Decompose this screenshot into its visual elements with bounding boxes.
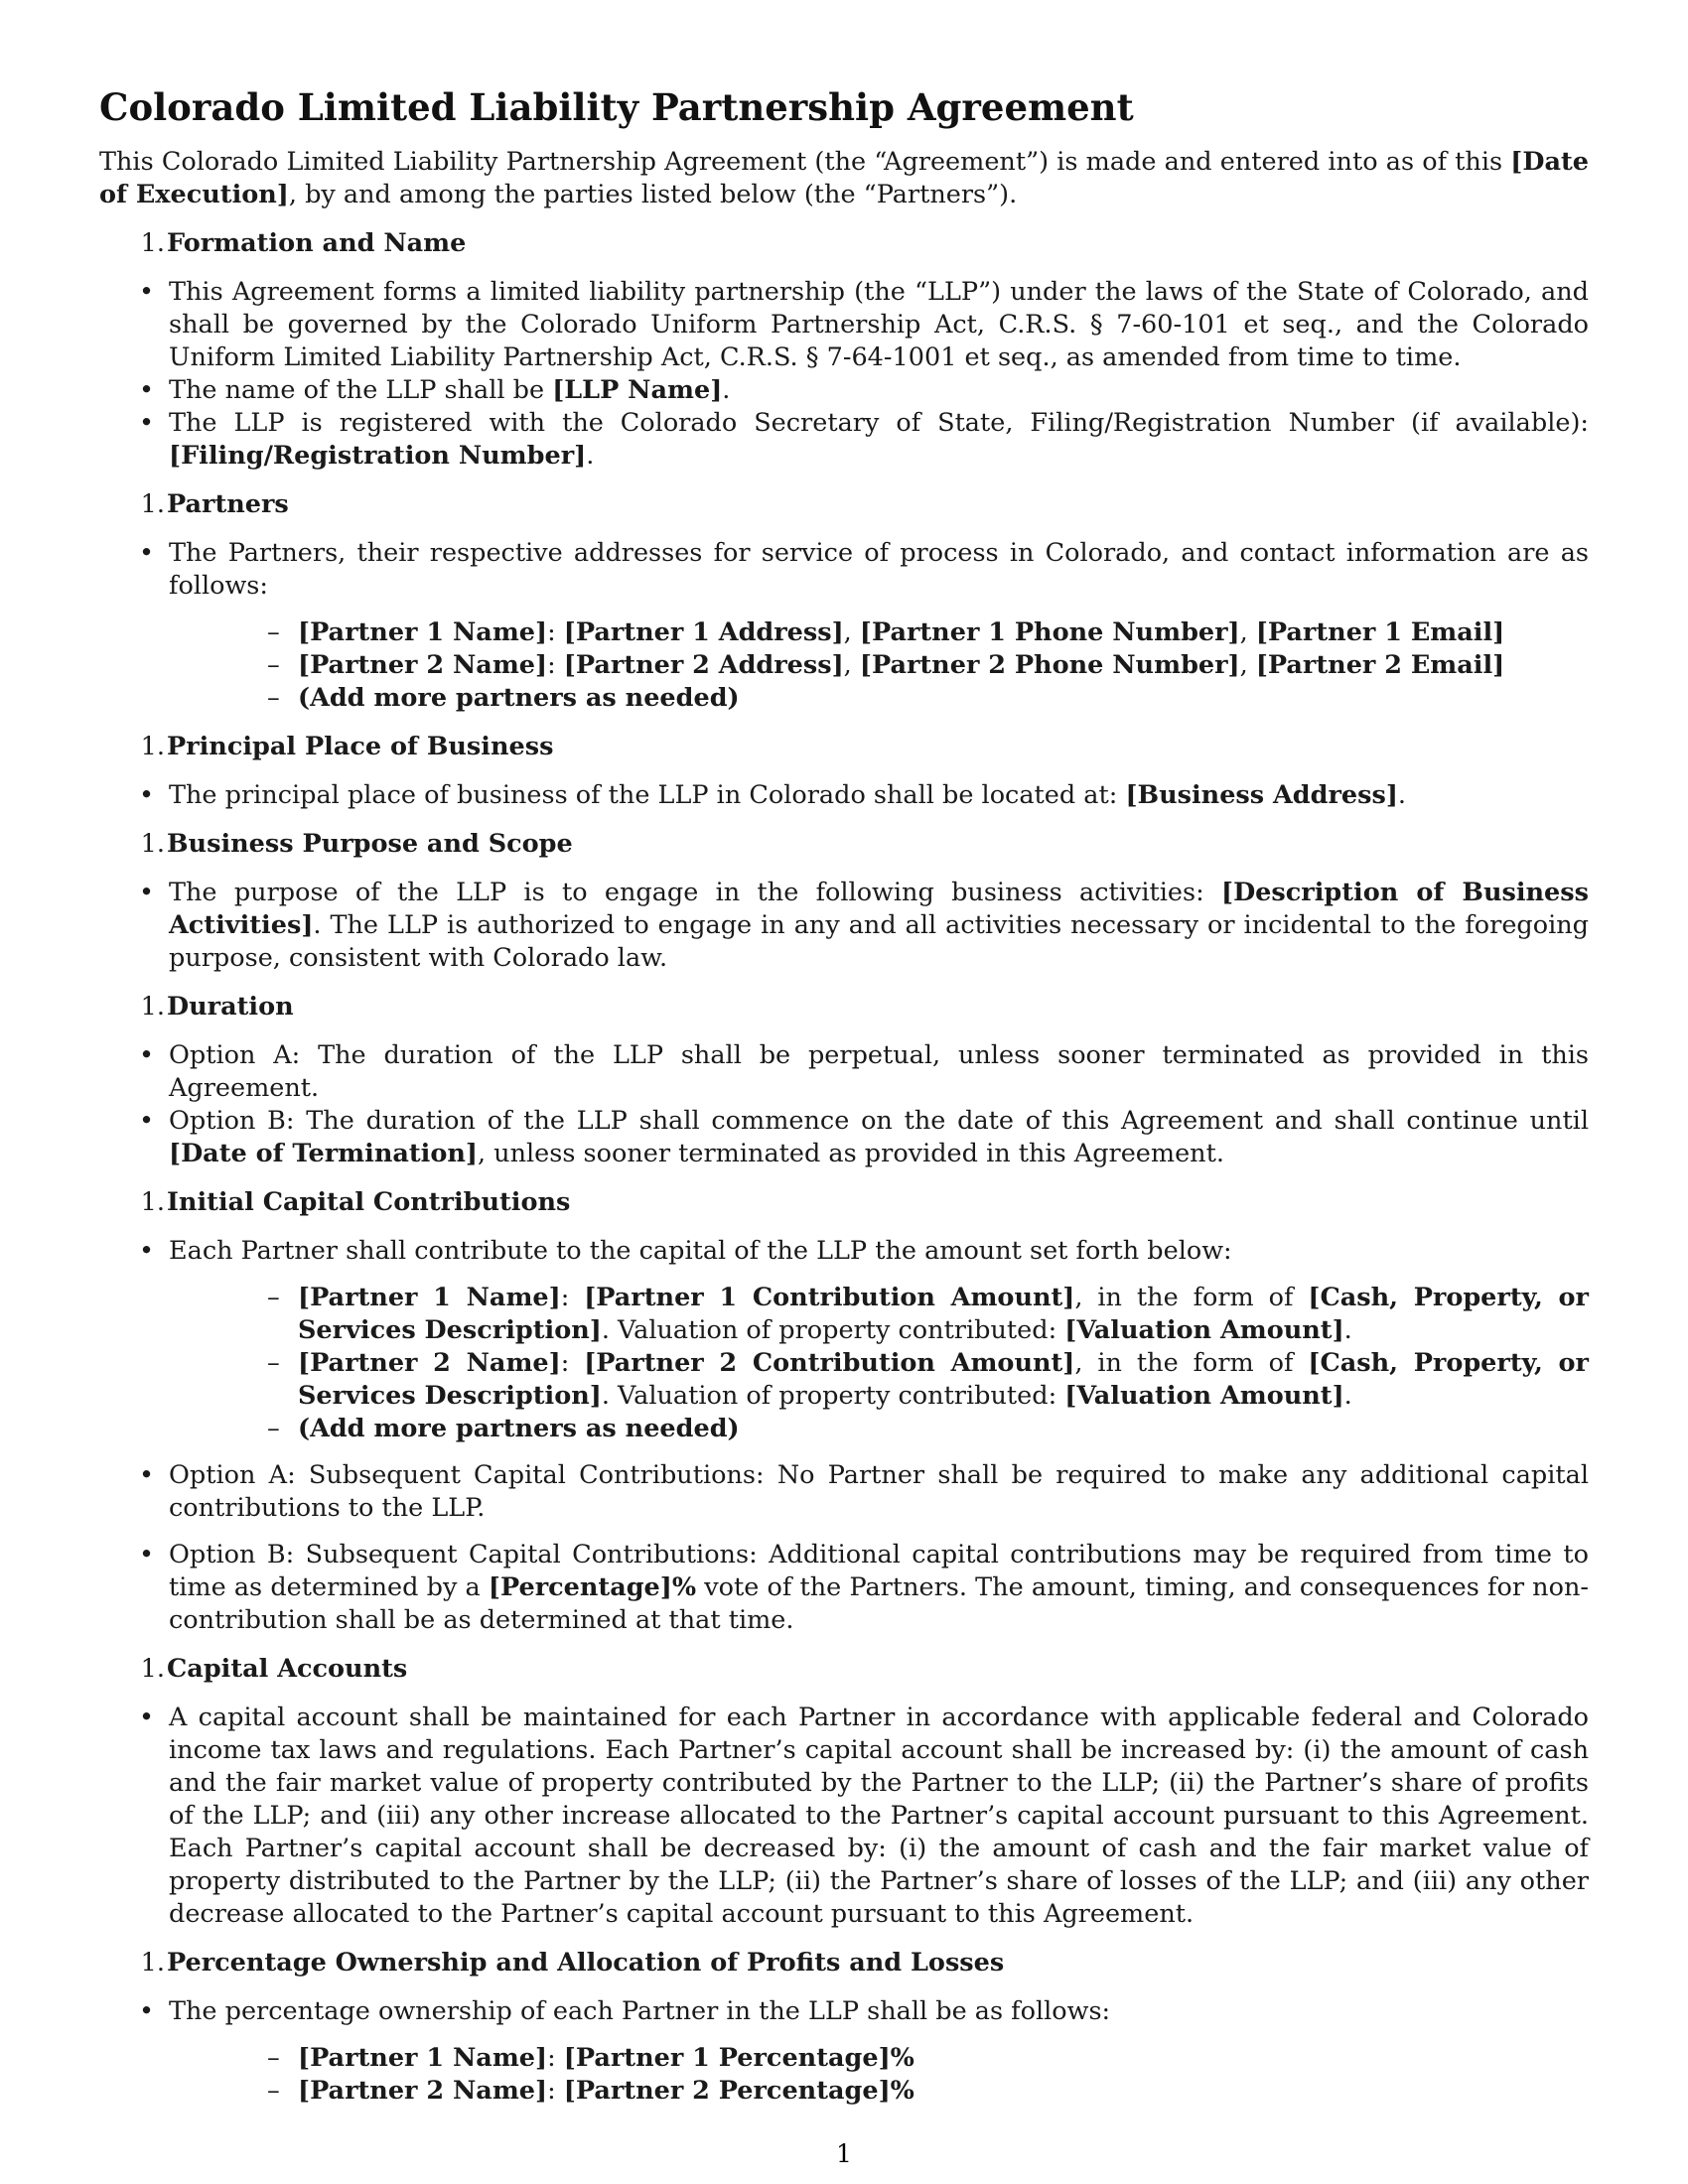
sub-list-item (169, 2075, 1589, 2108)
valuation-text: . Valuation of property contributed: (601, 1381, 1065, 1411)
sub-list-item (169, 1282, 1589, 1347)
filing-number-field: [Filing/Registration Number] (169, 441, 587, 471)
bullet-text: Option B: The duration of the LLP shall commence on the date of this Agreement and shall continue until (169, 1106, 1589, 1136)
list-item (99, 374, 1589, 407)
add-more-note: (Add more partners as needed) (298, 683, 740, 713)
intro-text-1: This Colorado Limited Liability Partnership Agreement (the “Agreement”) is made and entered into as of this (99, 147, 1511, 177)
bullet-text: The Partners, their respective addresses for service of process in Colorado, and contact information are as follows: (169, 538, 1589, 601)
section-heading-capital-contributions (99, 1186, 1589, 1219)
bullet-text: The percentage ownership of each Partner in the LLP shall be as follows: (169, 1996, 1111, 2026)
separator: : (547, 2076, 564, 2106)
partners-bullets (99, 537, 1589, 715)
formation-bullets (99, 276, 1589, 473)
section-number: 1. (140, 1948, 165, 1978)
intro-paragraph (99, 146, 1589, 211)
list-item: • A capital account shall be maintained for each Partner in accordance with applicable federal and Colorado income tax laws and regulations. Each Partner’s capital account shall be increased by: (i) the amount of cash and the fair market value of property contributed by the Partner to the LLP; (ii) the Partner’s share of profits of the LLP; and (iii) any other increase allocated to the Partner’s capital account pursuant to this Agreement. Each Partner’s capital account shall be decreased by: (i) the amount of cash and the fair market value of property distributed to the Partner by the LLP; (ii) the Partner’s share of losses of the LLP; and (iii) any other decrease allocated to the Partner’s capital account pursuant to this Agreement. (99, 1702, 1589, 1931)
sub-list-item (169, 1413, 1589, 1445)
duration-bullets (99, 1039, 1589, 1170)
partner-address-field: [Partner 1 Address] (563, 617, 844, 647)
list-item: • Option A: The duration of the LLP shall be perpetual, unless sooner terminated as provided in this Agreement. (99, 1039, 1589, 1105)
bullet-text: The LLP is registered with the Colorado Secretary of State, Filing/Registration Number (if available): (169, 408, 1589, 438)
section-heading-principal-place (99, 731, 1589, 763)
sub-list-item (169, 2042, 1589, 2075)
sub-list-item (169, 616, 1589, 649)
capital-contribution-bullets (99, 1235, 1589, 1637)
bullet-text: The purpose of the LLP is to engage in the following business activities: (169, 878, 1221, 907)
partners-sublist (169, 616, 1589, 715)
valuation-amount-field: [Valuation Amount] (1064, 1381, 1344, 1411)
section-heading-formation (99, 227, 1589, 260)
separator: , (843, 650, 860, 680)
section-heading-partners (99, 488, 1589, 521)
section-heading-ownership (99, 1947, 1589, 1979)
section-title: Capital Accounts (167, 1654, 408, 1684)
bullet-text: . (586, 441, 595, 471)
bullet-text: vote of the Partners. The amount, timing, and consequences for non-contribution shall be as determined at that time. (169, 1572, 1589, 1635)
llp-name-field: [LLP Name] (552, 375, 723, 405)
valuation-amount-field: [Valuation Amount] (1064, 1315, 1344, 1345)
valuation-text: . Valuation of property contributed: (601, 1315, 1065, 1345)
document-page (99, 84, 1589, 2108)
contribution-amount-field: [Partner 2 Contribution Amount] (584, 1348, 1075, 1378)
section-heading-capital-accounts (99, 1653, 1589, 1686)
intro-date-field: [Date of Execution] (99, 147, 1589, 209)
bullet-text: . (722, 375, 731, 405)
business-address-field: [Business Address] (1125, 780, 1398, 810)
sub-list-item (169, 1347, 1589, 1413)
section-number: 1. (140, 829, 165, 859)
partner-percentage-field: [Partner 2 Percentage]% (563, 2076, 914, 2106)
partner-email-field: [Partner 1 Email] (1255, 617, 1505, 647)
section-number: 1. (140, 228, 165, 258)
separator: . (1343, 1315, 1352, 1345)
capital-accounts-bullets (99, 1702, 1589, 1931)
principal-place-bullets (99, 779, 1589, 812)
separator: , (1239, 617, 1256, 647)
list-item (99, 1995, 1589, 2108)
section-title: Initial Capital Contributions (167, 1187, 571, 1217)
contribution-sublist (169, 1282, 1589, 1445)
bullet-text: The name of the LLP shall be (169, 375, 553, 405)
partner-phone-field: [Partner 2 Phone Number] (859, 650, 1240, 680)
separator: , (843, 617, 860, 647)
ownership-sublist (169, 2042, 1589, 2108)
bullet-text: . (1397, 780, 1407, 810)
list-item: • This Agreement forms a limited liability partnership (the “LLP”) under the laws of the State of Colorado, and shall be governed by the Colorado Uniform Partnership Act, C.R.S. § 7-60-101 et seq., and the Colorado Uniform Limited Liability Partnership Act, C.R.S. § 7-64-1001 et seq., as amended from time to time. (99, 276, 1589, 374)
bullet-text: The principal place of business of the LLP in Colorado shall be located at: (169, 780, 1126, 810)
contribution-form-field: [Cash, Property, or Services Description] (298, 1348, 1589, 1411)
form-text: , in the form of (1074, 1283, 1309, 1312)
section-number: 1. (140, 1187, 165, 1217)
section-title: Percentage Ownership and Allocation of Profits and Losses (167, 1948, 1005, 1978)
separator: . (1343, 1381, 1352, 1411)
percentage-field: [Percentage]% (488, 1572, 697, 1602)
partner-phone-field: [Partner 1 Phone Number] (859, 617, 1240, 647)
partner-name-field: [Partner 2 Name] (298, 650, 548, 680)
page-number: 1 (836, 2139, 852, 2168)
partner-name-field: [Partner 2 Name] (298, 1348, 561, 1378)
separator: : (560, 1283, 585, 1312)
section-number: 1. (140, 1654, 165, 1684)
partner-email-field: [Partner 2 Email] (1255, 650, 1505, 680)
document-title: Colorado Limited Liability Partnership Agreement (99, 85, 1134, 129)
sub-list-item (169, 682, 1589, 715)
section-number: 1. (140, 992, 165, 1022)
section-title: Partners (167, 489, 289, 519)
business-activities-field: [Description of Business Activities] (169, 878, 1589, 940)
list-item (99, 779, 1589, 812)
separator: , (1239, 650, 1256, 680)
intro-text-2: , by and among the parties listed below (the “Partners”). (288, 180, 1018, 209)
partner-address-field: [Partner 2 Address] (563, 650, 844, 680)
list-item (99, 1105, 1589, 1170)
contribution-form-field: [Cash, Property, or Services Description] (298, 1283, 1589, 1345)
section-title: Business Purpose and Scope (167, 829, 573, 859)
separator: : (547, 2043, 564, 2073)
list-item: • Option A: Subsequent Capital Contributions: No Partner shall be required to make any additional capital contributions to the LLP. (99, 1459, 1589, 1525)
list-item (99, 537, 1589, 715)
partner-name-field: [Partner 1 Name] (298, 1283, 561, 1312)
termination-date-field: [Date of Termination] (169, 1139, 478, 1168)
list-item (99, 877, 1589, 975)
list-item (99, 407, 1589, 473)
ownership-bullets (99, 1995, 1589, 2108)
section-title: Formation and Name (167, 228, 467, 258)
contribution-amount-field: [Partner 1 Contribution Amount] (584, 1283, 1075, 1312)
separator: : (560, 1348, 585, 1378)
section-title: Duration (167, 992, 294, 1022)
bullet-text: , unless sooner terminated as provided in this Agreement. (477, 1139, 1224, 1168)
form-text: , in the form of (1074, 1348, 1309, 1378)
list-item (99, 1235, 1589, 1445)
bullet-text: . The LLP is authorized to engage in any and all activities necessary or incidental to the foregoing purpose, consistent with Colorado law. (169, 910, 1589, 973)
bullet-text: Option B: Subsequent Capital Contributions: Additional capital contributions may be required from time to time as determined by a (169, 1540, 1589, 1602)
section-title: Principal Place of Business (167, 732, 554, 761)
separator: : (547, 650, 564, 680)
separator: : (547, 617, 564, 647)
partner-percentage-field: [Partner 1 Percentage]% (563, 2043, 914, 2073)
section-heading-purpose (99, 828, 1589, 861)
purpose-bullets (99, 877, 1589, 975)
partner-name-field: [Partner 2 Name] (298, 2076, 548, 2106)
partner-name-field: [Partner 1 Name] (298, 2043, 548, 2073)
section-heading-duration (99, 991, 1589, 1024)
list-item (99, 1539, 1589, 1637)
section-number: 1. (140, 489, 165, 519)
section-number: 1. (140, 732, 165, 761)
partner-name-field: [Partner 1 Name] (298, 617, 548, 647)
bullet-text: Each Partner shall contribute to the capital of the LLP the amount set forth below: (169, 1236, 1232, 1266)
sub-list-item (169, 649, 1589, 682)
add-more-note: (Add more partners as needed) (298, 1414, 740, 1443)
